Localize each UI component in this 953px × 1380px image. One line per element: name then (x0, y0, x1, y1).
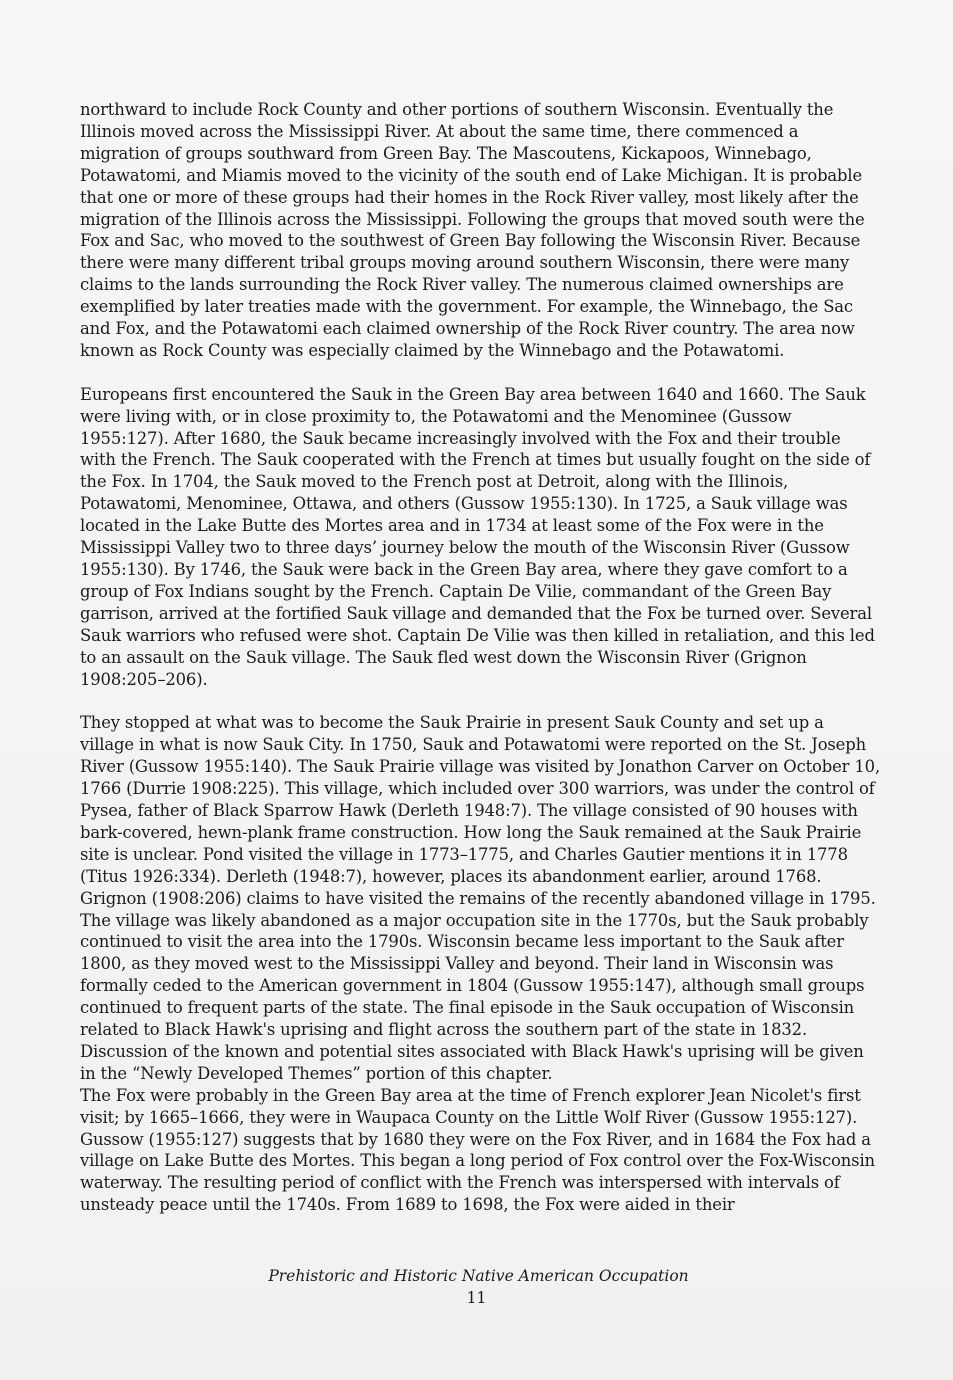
paragraph-sauk-prairie: They stopped at what was to become the Sauk Prairie in present Sauk County and set up a village in what is now Sauk City. In 1750, Sauk and Potawatomi were reported on the St. Joseph River (Gussow 1955:140). The Sauk Prairie village was visited by Jonathon Carver on October 10, 1766 (Durrie 1908:225). This village, which included over 300 warriors, was under the control of Pysea, father of Black Sparrow Hawk (Derleth 1948:7). The village consisted of 90 houses with bark-covered, hewn-plank frame construction. How long the Sauk remained at the Sauk Prairie site is unclear. Pond visited the village in 1773–1775, and Charles Gautier mentions it in 1778 (Titus 1926:334). Derleth (1948:7), however, places its abandonment earlier, around 1768. Grignon (1908:206) claims to have visited the remains of the recently abandoned village in 1795. The village was likely abandoned as a major occupation site in the 1770s, but the Sauk probably continued to visit the area into the 1790s. Wisconsin became less important to the Sauk after 1800, as they moved west to the Mississippi Valley and beyond. Their land in Wisconsin was formally ceded to the American government in 1804 (Gussow 1955:147), although small groups continued to frequent parts of the state. The final episode in the Sauk occupation of Wisconsin related to Black Hawk's uprising and flight across the southern part of the state in 1832. Discussion of the known and potential sites associated with Black Hawk's uprising will be given in the “Newly Developed Themes” portion of this chapter. (80, 713, 881, 1083)
paragraph-fox: The Fox were probably in the Green Bay area at the time of French explorer Jean Nicolet's first visit; by 1665–1666, they were in Waupaca County on the Little Wolf River (Gussow 1955:127). Gussow (1955:127) suggests that by 1680 they were on the Fox River, and in 1684 the Fox had a village on Lake Butte des Mortes. This began a long period of Fox control over the Fox-Wisconsin waterway. The resulting period of conflict with the French was interspersed with intervals of unsteady peace until the 1740s. From 1689 to 1698, the Fox were aided in their (80, 1085, 875, 1215)
page-number: 11 (466, 1289, 487, 1307)
paragraph-sauk-europeans: Europeans first encountered the Sauk in the Green Bay area between 1640 and 1660. The Sauk were living with, or in close proximity to, the Potawatomi and the Menominee (Gussow 1955:127). After 1680, the Sauk became increasingly involved with the Fox and their trouble with the French. The Sauk cooperated with the French at times but usually fought on the side of the Fox. In 1704, the Sauk moved to the French post at Detroit, along with the Illinois, Potawatomi, Menominee, Ottawa, and others (Gussow 1955:130). In 1725, a Sauk village was located in the Lake Butte des Mortes area and in 1734 at least some of the Fox were in the Mississippi Valley two to three days’ journey below the mouth of the Wisconsin River (Gussow 1955:130). By 1746, the Sauk were back in the Green Bay area, where they gave comfort to a group of Fox Indians sought by the French. Captain De Vilie, commandant of the Green Bay garrison, arrived at the fortified Sauk village and demanded that the Fox be turned over. Several Sauk warriors who refused were shot. Captain De Vilie was then killed in retaliation, and this led to an assault on the Sauk village. The Sauk fled west down the Wisconsin River (Grignon 1908:205–206). (80, 384, 875, 689)
body-text (80, 99, 880, 1216)
paragraph-migration: northward to include Rock County and other portions of southern Wisconsin. Eventually the Illinois moved across the Mississippi River. At about the same time, there commenced a migration of groups southward from Green Bay. The Mascoutens, Kickapoos, Winnebago, Potawatomi, and Miamis moved to the vicinity of the south end of Lake Michigan. It is probable that one or more of these groups had their homes in the Rock River valley, most likely after the migration of the Illinois across the Mississippi. Following the groups that moved south were the Fox and Sac, who moved to the southwest of Green Bay following the Wisconsin River. Because there were many different tribal groups moving around southern Wisconsin, there were many claims to the lands surrounding the Rock River valley. The numerous claimed ownerships are exemplified by later treaties made with the government. For example, the Winnebago, the Sac and Fox, and the Potawatomi each claimed ownership of the Rock River country. The area now known as Rock County was especially claimed by the Winnebago and the Potawatomi. (80, 100, 865, 360)
footer-title: Prehistoric and Historic Native American Occupation (268, 1267, 689, 1285)
